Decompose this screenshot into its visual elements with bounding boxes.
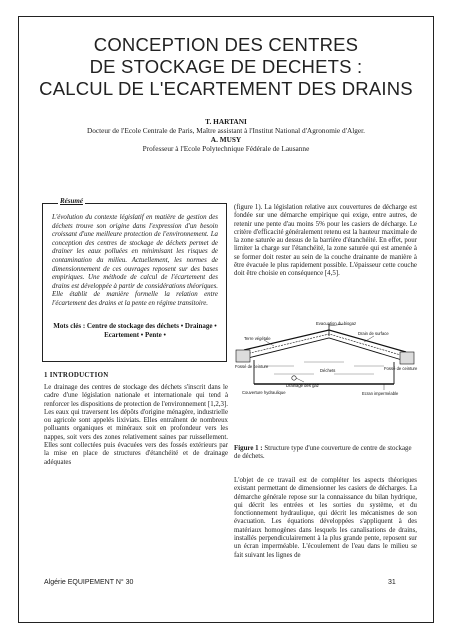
footer-page-number: 31	[388, 579, 396, 586]
label-couverture: Couverture hydraulique	[242, 390, 286, 395]
figure-1-diagram	[234, 322, 417, 444]
label-evacuation: Evacuation du biogaz	[316, 321, 357, 326]
label-fosse-left: Fossé de ceinture	[235, 364, 269, 369]
author-2-affiliation: Professeur à l'Ecole Polytechnique Fédérale de Lausanne	[142, 144, 310, 153]
right-ditch	[400, 352, 414, 364]
right-column-bottom-text: L'objet de ce travail est de compléter les aspects théoriques existant permettant de dimensionner les casiers de décharges. La démarche générale repose sur la connaissance du bilan hydrique, qui décrit les entrées et les sorties du système, et du fonctionnement hydraulique, qui décrit les mécanismes de son évacuation. Les équations développées s'appliquent à des matériaux homogènes dans lesquels les canalisations de drains, installés perpendiculairement à la plus grande pente, reposent sur un écran imperméable. L'écoulement de l'eau dans le milieu se fait suivant les lignes de	[234, 477, 417, 559]
intro-text: Le drainage des centres de stockage des déchets s'inscrit dans le cadre d'une législation nationale et internationale qui tend à renforcer les dispositions de protection de l'environnement [1,2,3]. Les eaux qui traversent les dépôts d'origine ménagère, industrielle ou agricole sont appelés lixiviats. Elles entraînent de nombreux polluants organiques et minéraux soit en profondeur vers les nappes, soit vers des zones relativement saines par ruissellement. Elles sont collectées puis évacuées vers des fossés extérieurs par la mise en place de structures d'étanchéité et de drainage adéquates	[44, 384, 228, 466]
right-column-top-text: (figure 1). La législation relative aux couvertures de décharge est fondée sur une démarche empirique qui exige, entre autres, de retenir une pente d'au moins 5% pour les casiers de décharge. Le critère d'efficacité généralement retenu est la hauteur maximale de la zone saturée au dessus de la barrière d'étanchéité. En effet, pour limiter la charge sur l'étanchéité, la zone saturée qui est amenée à se former doit rester au sein de la couche drainante de manière à être évacuée le plus rapidement possible. L'épaisseur cette couche doit être choisie en conséquence [4,5].	[234, 204, 417, 278]
left-ditch	[236, 350, 250, 362]
figure-caption	[234, 445, 417, 462]
author-1-affiliation: Docteur de l'Ecole Centrale de Paris, Maître assistant à l'Institut National d'Agronomie d'Alger.	[86, 126, 365, 135]
label-terre-vegetale: Terre végétale	[244, 336, 271, 341]
keywords: Mots clés : Centre de stockage des déchets • Drainage • Ecartement • Pente •	[53, 322, 217, 339]
figure-caption-label: Figure 1 :	[234, 445, 263, 452]
abstract-text: L'évolution du contexte législatif en matière de gestion des déchets trouve son origine dans l'expression d'un besoin croissant d'une meilleure protection de l'environnement. La conception des centres de stockage de déchets permet de drainer les eaux polluées en minimisant les risques de contamination du milieu. Actuellement, les normes de dimensionnement de ces ouvrages reposent sur des bases empiriques. Une méthode de calcul de l'écartement des drains est développée à partir de considérations théoriques. Elle établit de manière formelle la relation entre l'écartement des drains et la pente en régime transitoire.	[52, 214, 218, 307]
title-line-2: DE STOCKAGE DE DECHETS :	[89, 56, 363, 77]
author-2-name: A. MUSY	[210, 135, 242, 144]
intro-heading: 1 INTRODUCTION	[44, 372, 109, 379]
label-fosse-right: Fossé de ceinture	[384, 366, 418, 371]
label-ecran: Ecran imperméable	[362, 391, 399, 396]
title-line-3: CALCUL DE L'ECARTEMENT DES DRAINS	[39, 78, 413, 99]
label-drainage-gaz: Drainage des gaz	[286, 383, 319, 388]
figure-caption-text: Structure type d'une couverture de centre de stockage de déchets.	[234, 445, 412, 461]
abstract-label: Résumé	[60, 197, 83, 205]
label-drain-surface: Drain de surface	[358, 331, 389, 336]
author-1-name: T. HARTANI	[205, 117, 247, 126]
label-dechets: Déchets	[320, 368, 336, 373]
footer-journal: Algérie EQUIPEMENT N° 30	[44, 579, 134, 586]
title-line-1: CONCEPTION DES CENTRES	[93, 34, 359, 55]
impermeable-layer-line	[248, 338, 402, 360]
gas-drain-pipe	[292, 376, 296, 380]
